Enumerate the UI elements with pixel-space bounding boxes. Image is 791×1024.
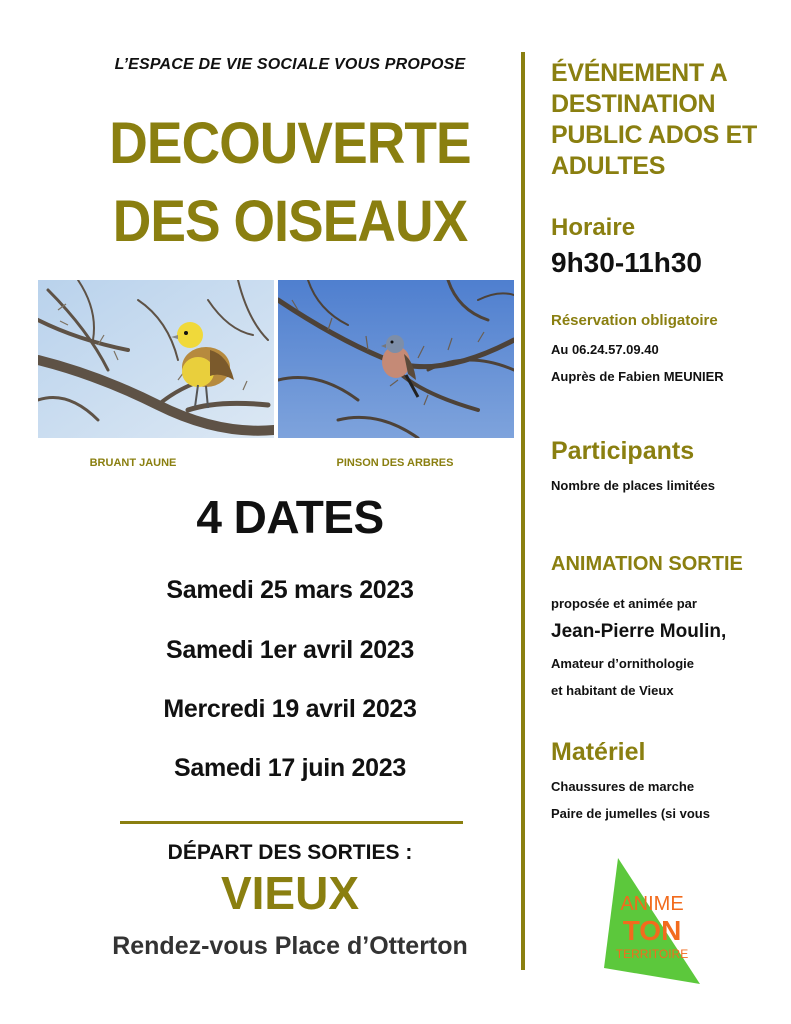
logo-line-3: TERRITOIRE — [615, 947, 689, 961]
event-audience — [551, 58, 781, 182]
animation-role-1: Amateur d’ornithologie — [551, 656, 694, 671]
animation-label: ANIMATION SORTIE — [551, 553, 743, 575]
event-line: PUBLIC ADOS ET — [551, 121, 757, 149]
event-line: DESTINATION — [551, 90, 716, 118]
reservation-contact: Auprès de Fabien MEUNIER — [551, 369, 724, 384]
column-divider — [521, 52, 525, 970]
animation-by: proposée et animée par — [551, 596, 697, 611]
reservation-phone: Au 06.24.57.09.40 — [551, 342, 659, 357]
participants-text: Nombre de places limitées — [551, 478, 716, 493]
horaire-value: 9h30-11h30 — [551, 247, 702, 278]
date-item: Samedi 25 mars 2023 — [166, 576, 414, 604]
photo-caption-pinson: PINSON DES ARBRES — [336, 457, 454, 469]
title-line-1: DECOUVERTE — [109, 111, 471, 176]
horaire-label: Horaire — [551, 214, 636, 241]
depart-city: VIEUX — [220, 867, 360, 919]
dates-title: 4 DATES — [196, 491, 384, 543]
animation-comma: , — [721, 621, 727, 642]
depart-place: Rendez-vous Place d’Otterton — [112, 932, 468, 960]
date-item: Samedi 1er avril 2023 — [165, 636, 415, 664]
animation-host — [551, 621, 726, 643]
event-line: ÉVÉNEMENT A — [551, 59, 728, 87]
event-line: ADULTES — [551, 152, 666, 180]
title-line-2: DES OISEAUX — [112, 189, 468, 254]
materiel-item: Paire de jumelles (si vous — [551, 806, 710, 821]
materiel-item: Chaussures de marche — [551, 779, 695, 794]
reservation-label: Réservation obligatoire — [551, 312, 718, 329]
materiel-label: Matériel — [551, 738, 646, 766]
date-item: Mercredi 19 avril 2023 — [163, 695, 417, 723]
intro-text: L’ESPACE DE VIE SOCIALE VOUS PROPOSE — [114, 56, 466, 73]
logo-line-2: TON — [622, 915, 682, 946]
anime-ton-territoire-logo — [604, 858, 700, 984]
section-divider — [120, 821, 463, 824]
photo-pinson-des-arbres — [278, 280, 514, 438]
animation-role-2: et habitant de Vieux — [551, 683, 674, 698]
animation-name: Jean-Pierre Moulin — [551, 621, 721, 642]
participants-label: Participants — [551, 437, 695, 465]
photo-bruant-jaune — [38, 280, 274, 438]
photo-caption-bruant: BRUANT JAUNE — [89, 457, 177, 469]
depart-label: DÉPART DES SORTIES : — [167, 841, 413, 864]
date-item: Samedi 17 juin 2023 — [174, 754, 406, 782]
logo-line-1: ANIME — [620, 893, 684, 915]
